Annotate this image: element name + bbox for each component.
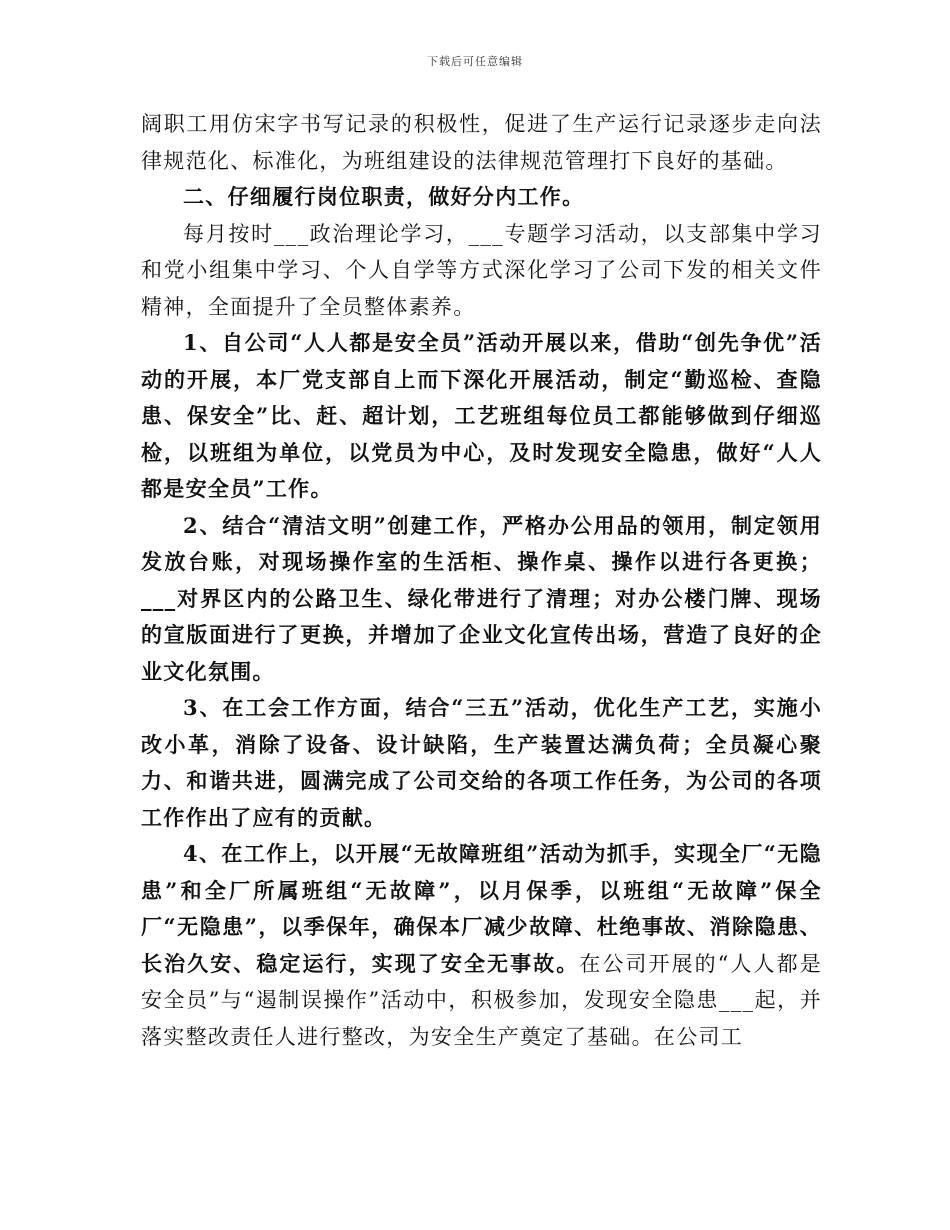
paragraph-item-4 xyxy=(141,836,822,1055)
paragraph-continuation: 阔职工用仿宋字书写记录的积极性，促进了生产运行记录逐步走向法律规范化、标准化，为班组建设的法律规范管理打下良好的基础。 xyxy=(141,112,822,173)
paragraph-item-2: 2、结合“清洁文明”创建工作，严格办公用品的领用，制定领用发放台账，对现场操作室的生活柜、操作桌、操作以进行各更换；___对界区内的公路卫生、绿化带进行了清理；对办公楼门牌、现场的宣版面进行了更换，并增加了企业文化宣传出场，营造了良好的企业文化氛围。 xyxy=(141,512,822,684)
paragraph-study: 每月按时___政治理论学习，___专题学习活动，以支部集中学习和党小组集中学习、个人自学等方式深化学习了公司下发的相关文件精神，全面提升了全员整体素养。 xyxy=(141,221,822,319)
paragraph-item-4-normal: 在公司开展的“人人都是安全员”与“遏制误操作”活动中，积极参加，发现安全隐患___起，并落实整改责任人进行整改，为安全生产奠定了基础。在公司工 xyxy=(141,951,822,1049)
page-header: 下载后可任意编辑 xyxy=(427,55,523,68)
paragraph-item-1: 1、自公司“人人都是安全员”活动开展以来，借助“创先争优”活动的开展，本厂党支部自上而下深化开展活动，制定“勤巡检、查隐患、保安全”比、赶、超计划，工艺班组每位员工都能够做到仔细巡检，以班组为单位，以党员为中心，及时发现安全隐患，做好“人人都是安全员”工作。 xyxy=(141,330,822,501)
document-body xyxy=(141,106,822,1055)
section-heading: 二、仔细履行岗位职责，做好分内工作。 xyxy=(183,184,585,209)
paragraph-item-3: 3、在工会工作方面，结合“三五”活动，优化生产工艺，实施小改小革，消除了设备、设计缺陷，生产装置达满负荷；全员凝心聚力、和谐共进，圆满完成了公司交给的各项工作任务，为公司的各项工作作出了应有的贡献。 xyxy=(141,695,822,830)
paragraph-item-4-bold: 4、在工作上，以开展“无故障班组”活动为抓手，实现全厂“无隐患”和全厂所属班组“无故障”，以月保季，以班组“无故障”保全厂“无隐患”，以季保年，确保本厂减少故障、杜绝事故、消除隐患、长治久安、稳定运行，实现了安全无事故。 xyxy=(141,841,822,976)
